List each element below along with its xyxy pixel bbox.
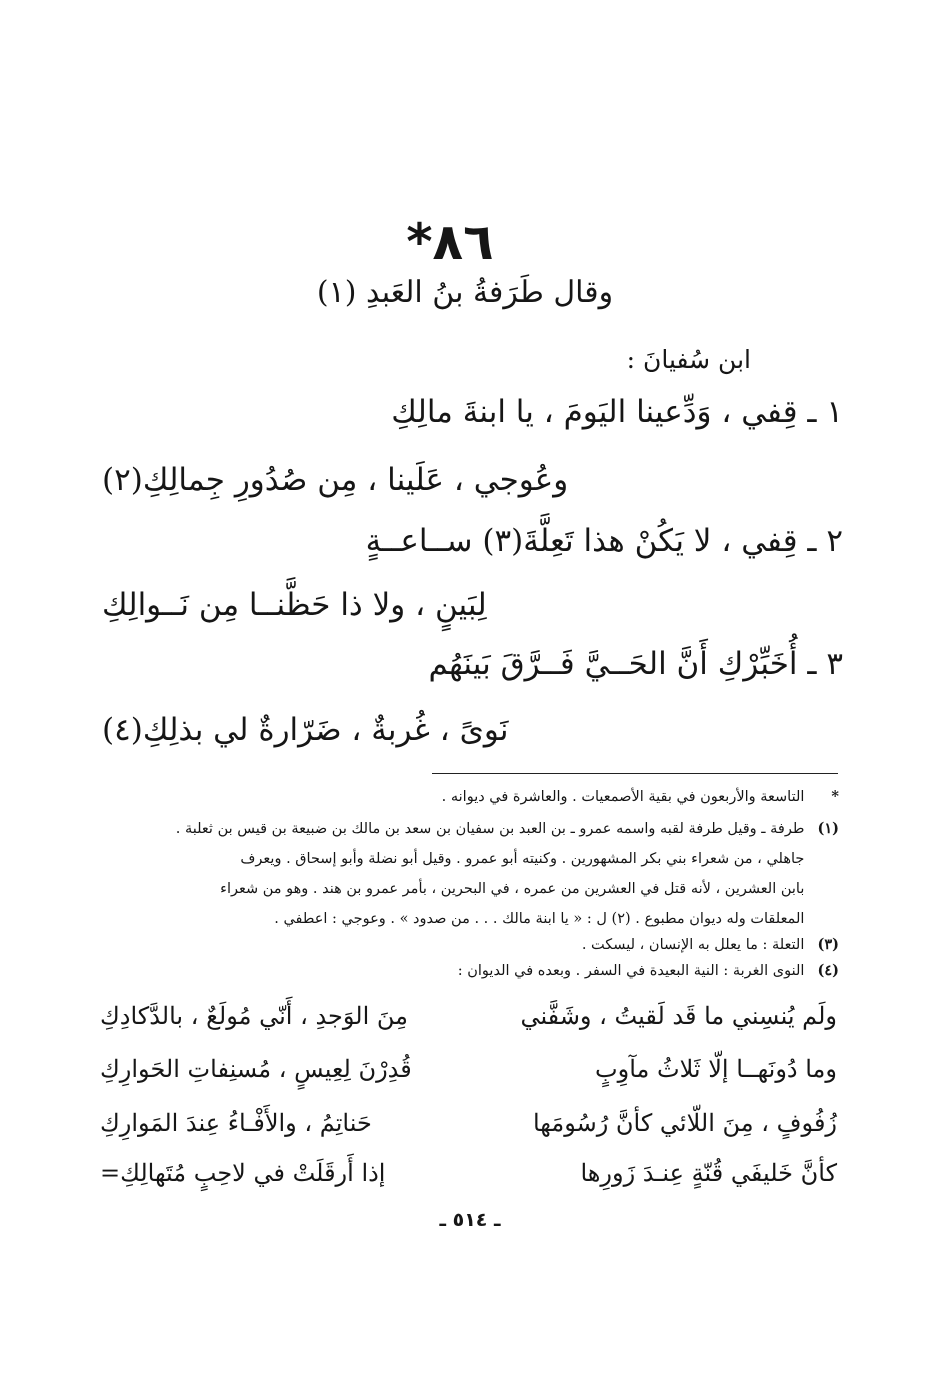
footnote-verse-2-second-hemistich: قُدِرْنَ لِعِيسٍ ، مُسنِفاتِ الحَوارِكِ xyxy=(100,1055,412,1083)
poem-title: وقال طَرَفةُ بنُ العَبدِ (١) xyxy=(316,275,614,310)
footnote-verse-2-first-hemistich: وما دُونَهــا إلّا ثَلاثُ مآوِبٍ xyxy=(595,1055,837,1083)
footnote-text: التاسعة والأربعون في بقية الأصمعيات . والعاشرة في ديوانه . xyxy=(441,789,805,805)
footnote-line xyxy=(99,906,839,932)
verse-2-second-hemistich: لِبَينٍ ، ولا ذا حَظَّنــا مِن نَــوالِكِ xyxy=(102,587,487,623)
footnote-marker: * xyxy=(831,788,839,805)
footnote-divider xyxy=(432,773,838,774)
footnote-marker: (٤) xyxy=(817,962,839,979)
footnote-text: طرفة ـ وقيل طرفة لقبه واسمه عمرو ـ بن العبد بن سفيان بن سعد بن مالك بن ضبيعة بن قيس بن ثعلبة . xyxy=(175,821,805,837)
footnote-text: التعلة : ما يعلل به الإنسان ، ليسكت . xyxy=(581,937,805,953)
footnote-line xyxy=(99,816,839,842)
footnote-text: المعلقات وله ديوان مطبوع . (٢) ل : « يا ابنة مالك . . . من صدود » . وعوجي : اعطفي . xyxy=(274,911,805,927)
footnote-line xyxy=(99,784,839,810)
footnote-text: جاهلي ، من شعراء بني بكر المشهورين . وكنيته أبو عمرو . وقيل أبو نضلة وأبو إسحاق . ويعرف xyxy=(240,851,805,867)
footnote-verse-4-first-hemistich: كأنَّ خَليفَي قُنّةٍ عِنـدَ زَورِها xyxy=(580,1159,837,1187)
footnote-marker: (٣) xyxy=(817,936,839,953)
footnote-line xyxy=(99,958,839,984)
footnote-text: بابن العشرين ، لأنه قتل في العشرين من عمره ، في البحرين ، بأمر عمرو بن هند . وهو من شعراء xyxy=(220,881,805,897)
footnote-line xyxy=(99,932,839,958)
footnote-line xyxy=(99,876,839,902)
poem-intro: ابن سُفيانَ : xyxy=(626,345,751,374)
verse-1-second-hemistich: وعُوجي ، عَلَينا ، مِن صُدُورِ جِمالِكِ(٢) xyxy=(102,462,569,498)
footnote-verse-1-first-hemistich: ولَم يُنسِني ما قَد لَقيتُ ، وشَفَّني xyxy=(520,1002,837,1030)
poem-number: ٨٦* xyxy=(406,213,494,271)
verse-3-second-hemistich: نَوىً ، غُربةٌ ، ضَرّارةٌ لي بذلِكِ(٤) xyxy=(102,712,509,748)
footnote-verse-4-second-hemistich: إذا أَرقَلَتْ في لاحِبٍ مُتَهالِكِ= xyxy=(100,1159,386,1187)
footnote-text: النوى الغربة : النية البعيدة في السفر . وبعده في الديوان : xyxy=(457,963,805,979)
page-number: ـ ٥١٤ ـ xyxy=(439,1209,501,1231)
verse-2-first-hemistich: ٢ ـ قِفي ، لا يَكُنْ هذا تَعِلَّةَ(٣) ســاعــةٍ xyxy=(365,523,843,559)
footnote-verse-3-first-hemistich: زُفُوفٍ ، مِنَ اللّائي كأنَّ رُسُومَها xyxy=(532,1109,837,1137)
footnote-verse-3-second-hemistich: حَناتِمُ ، والأَفْـاءُ عِندَ المَوارِكِ xyxy=(100,1109,372,1137)
verse-3-first-hemistich: ٣ ـ أُخَبِّرْكِ أَنَّ الحَــيَّ فَــرَّقَ بَينَهُم xyxy=(428,646,843,682)
footnote-verse-1-second-hemistich: مِنَ الوَجدِ ، أَنّي مُولَعٌ ، بالدَّكادِكِ xyxy=(100,1002,409,1030)
verse-1-first-hemistich: ١ ـ قِفي ، وَدِّعينا اليَومَ ، يا ابنةَ مالِكِ xyxy=(391,394,843,430)
footnote-line xyxy=(99,846,839,872)
footnote-marker: (١) xyxy=(817,820,839,837)
